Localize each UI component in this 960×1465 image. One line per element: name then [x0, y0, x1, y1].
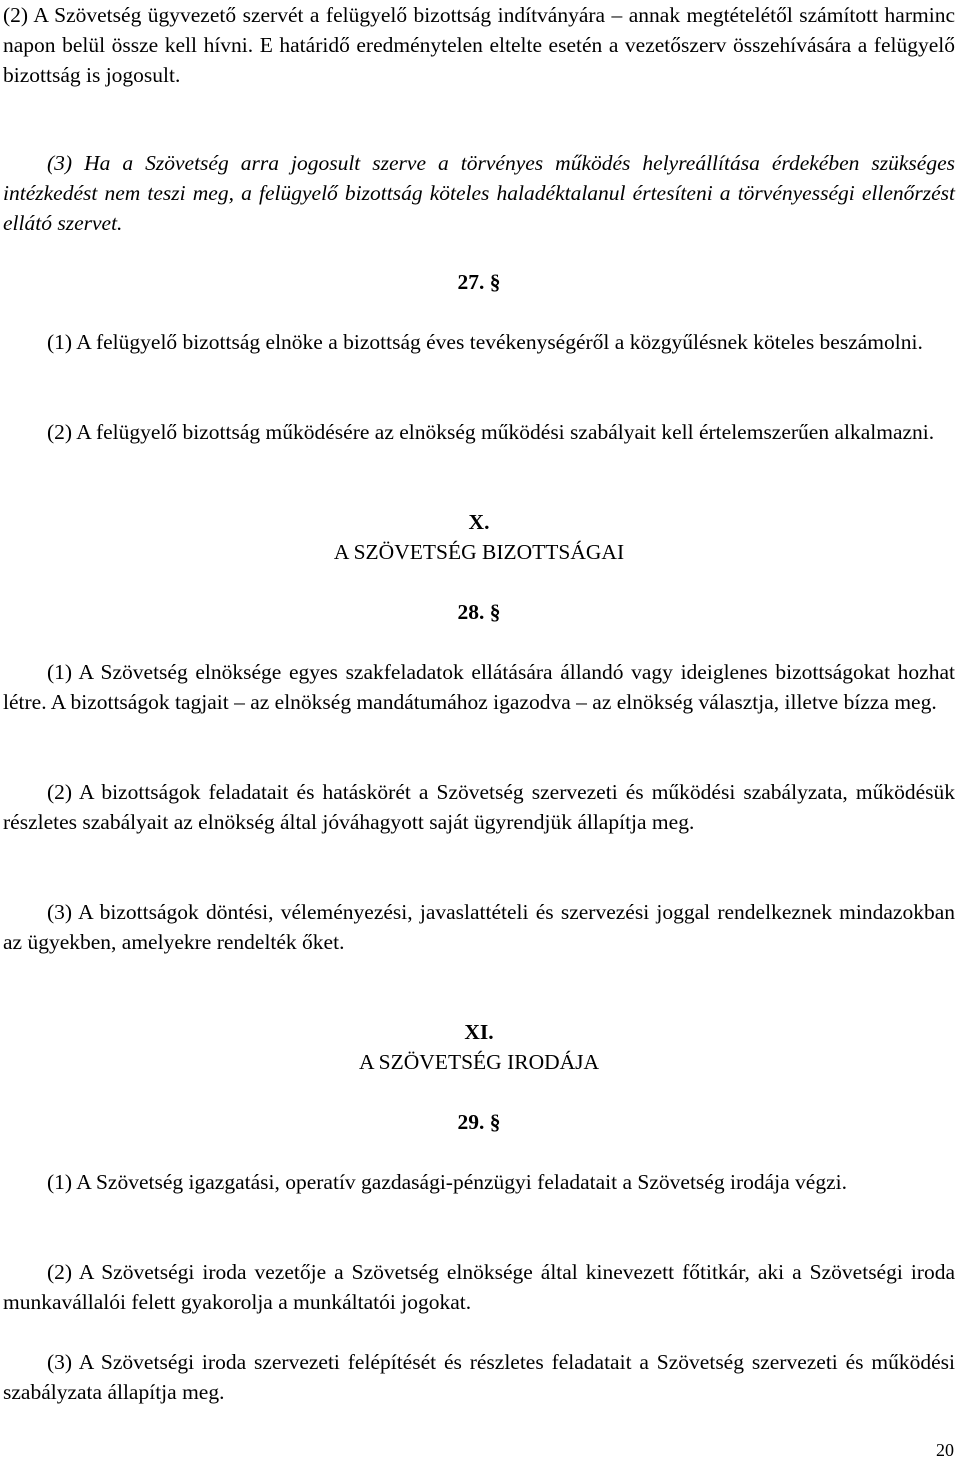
- paragraph-26-3: (3) Ha a Szövetség arra jogosult szerve a törvényes működés helyreállítása érdekében szükséges intézkedést nem teszi meg, a felügyelő bizottság köteles haladéktalanul értesíteni a törvényességi ellenőrzést ellátó szervet.: [3, 151, 955, 235]
- paragraph-29-2: (2) A Szövetségi iroda vezetője a Szövetség elnöksége által kinevezett főtitkár, aki a Szövetségi iroda munkavállalói felett gyakorolja a munkáltatói jogokat.: [3, 1260, 955, 1314]
- paragraph-27-2: (2) A felügyelő bizottság működésére az elnökség működési szabályait kell értelemszerűen alkalmazni.: [47, 420, 935, 444]
- paragraph-29-3: (3) A Szövetségi iroda szervezeti felépítését és részletes feladatait a Szövetség szervezeti és működési szabályzata állapítja meg.: [3, 1350, 955, 1404]
- paragraph-28-3: (3) A bizottságok döntési, véleményezési, javaslattételi és szervezési joggal rendelkeznek mindazokban az ügyekben, amelyekre rendelték őket.: [3, 900, 955, 954]
- section-heading-27: 27. §: [457, 270, 501, 294]
- chapter-number-xi: XI.: [464, 1020, 494, 1044]
- paragraph-28-2: (2) A bizottságok feladatait és hatáskörét a Szövetség szervezeti és működési szabályzata, működésük részletes szabályait az elnökség által jóváhagyott saját ügyrendjük állapítja meg.: [3, 780, 955, 834]
- chapter-title-x: A SZÖVETSÉG BIZOTTSÁGAI: [333, 540, 625, 564]
- paragraph-27-1: (1) A felügyelő bizottság elnöke a bizottság éves tevékenységéről a közgyűlésnek köteles beszámolni.: [47, 330, 923, 354]
- section-heading-28: 28. §: [457, 600, 501, 624]
- chapter-title-xi: A SZÖVETSÉG IRODÁJA: [358, 1050, 600, 1074]
- paragraph-28-1: (1) A Szövetség elnöksége egyes szakfeladatok ellátására állandó vagy ideiglenes bizottságokat hozhat létre. A bizottságok tagjait – az elnökség mandátumához igazodva – az elnökség választja, illetve bízza meg.: [3, 660, 955, 714]
- chapter-number-x: X.: [468, 510, 490, 534]
- paragraph-26-2: (2) A Szövetség ügyvezető szervét a felügyelő bizottság indítványára – annak megtételétől számított harminc napon belül össze kell hívni. E határidő eredménytelen eltelte esetén a vezetőszerv összehívására a felügyelő bizottság is jogosult.: [3, 3, 955, 87]
- paragraph-29-1: (1) A Szövetség igazgatási, operatív gazdasági-pénzügyi feladatait a Szövetség irodája végzi.: [47, 1170, 847, 1194]
- page-number: 20: [936, 1440, 954, 1460]
- section-heading-29: 29. §: [457, 1110, 501, 1134]
